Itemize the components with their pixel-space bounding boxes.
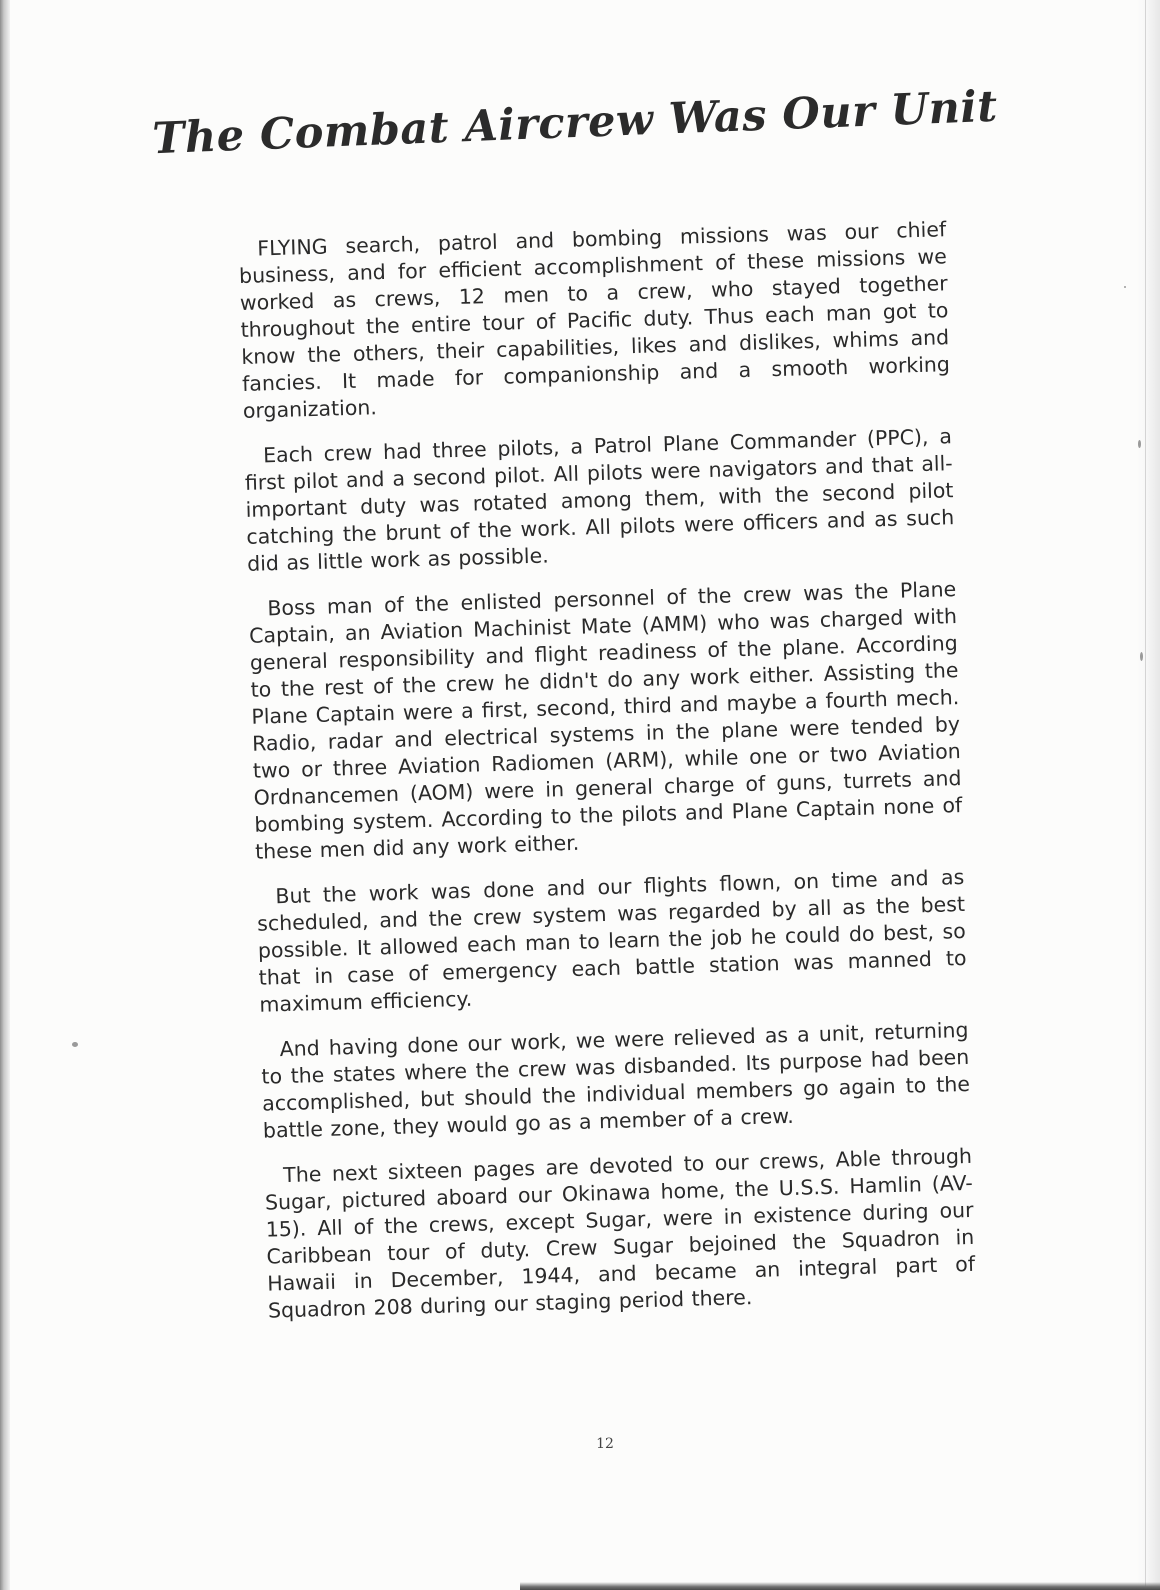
page-number: 12 bbox=[596, 1436, 614, 1452]
article-body bbox=[238, 216, 977, 1342]
right-edge-line bbox=[1145, 0, 1146, 1590]
paragraph-5: And having done our work, we were relieved as a unit, returning to the states where the crew was disbanded. Its purpose had been accomplished, but should the individual members go again to the battle zone, they would go as a member of a crew. bbox=[261, 1017, 971, 1143]
scan-speck bbox=[1124, 286, 1126, 288]
paragraph-1: FLYING search, patrol and bombing missions was our chief business, and for efficient accomplishment of these missions we worked as crews, 12 men to a crew, who stayed together throughout the entire tour of Pacific duty. Thus each man got to know the others, their capabilities, likes and dislikes, whims and fancies. It made for companionship and a smooth working organization. bbox=[238, 217, 951, 423]
binding-shadow bbox=[0, 0, 10, 1590]
paragraph-2: Each crew had three pilots, a Patrol Plane Commander (PPC), a first pilot and a second pilot. All pilots were navigators and that all-important duty was rotated among them, with the second pilot catching the brunt of the work. All pilots were officers and as such did as little work as possible. bbox=[244, 424, 955, 576]
bottom-page-edge bbox=[520, 1582, 1160, 1590]
paragraph-6: The next sixteen pages are devoted to our crews, Able through Sugar, pictured aboard our Okinawa home, the U.S.S. Hamlin (AV-15). All of the crews, except Sugar, were in existence during our Caribbean tour of duty. Crew Sugar bejoined the Squadron in Hawaii in December, 1944, and became an integral part of Squadron 208 during our staging period there. bbox=[264, 1143, 976, 1323]
page-title: The Combat Aircrew Was Our Unit bbox=[151, 81, 999, 165]
paragraph-4: But the work was done and our flights flown, on time and as scheduled, and the crew system was regarded by all as the best possible. It allowed each man to learn the job he could do best, so that in case of emergency each battle station was manned to maximum efficiency. bbox=[256, 864, 967, 1017]
scan-speck bbox=[1138, 440, 1141, 448]
right-page-edge bbox=[1136, 0, 1160, 1590]
scan-speck bbox=[1140, 652, 1143, 661]
scan-speck bbox=[72, 1042, 78, 1047]
paragraph-3: Boss man of the enlisted personnel of the crew was the Plane Captain, an Aviation Machinist Mate (AMM) who was charged with general responsibility and flight readiness of the plane. According to the rest of the crew he didn't do any work either. Assisting the Plane Captain were a first, second, third and maybe a fourth mech. Radio, radar and electrical systems in the plane were tended by two or three Aviation Radiomen (ARM), while one or two Aviation Ordnancemen (AOM) were in general charge of guns, turrets and bombing system. According to the pilots and Plane Captain none of these men did any work either. bbox=[248, 577, 963, 864]
